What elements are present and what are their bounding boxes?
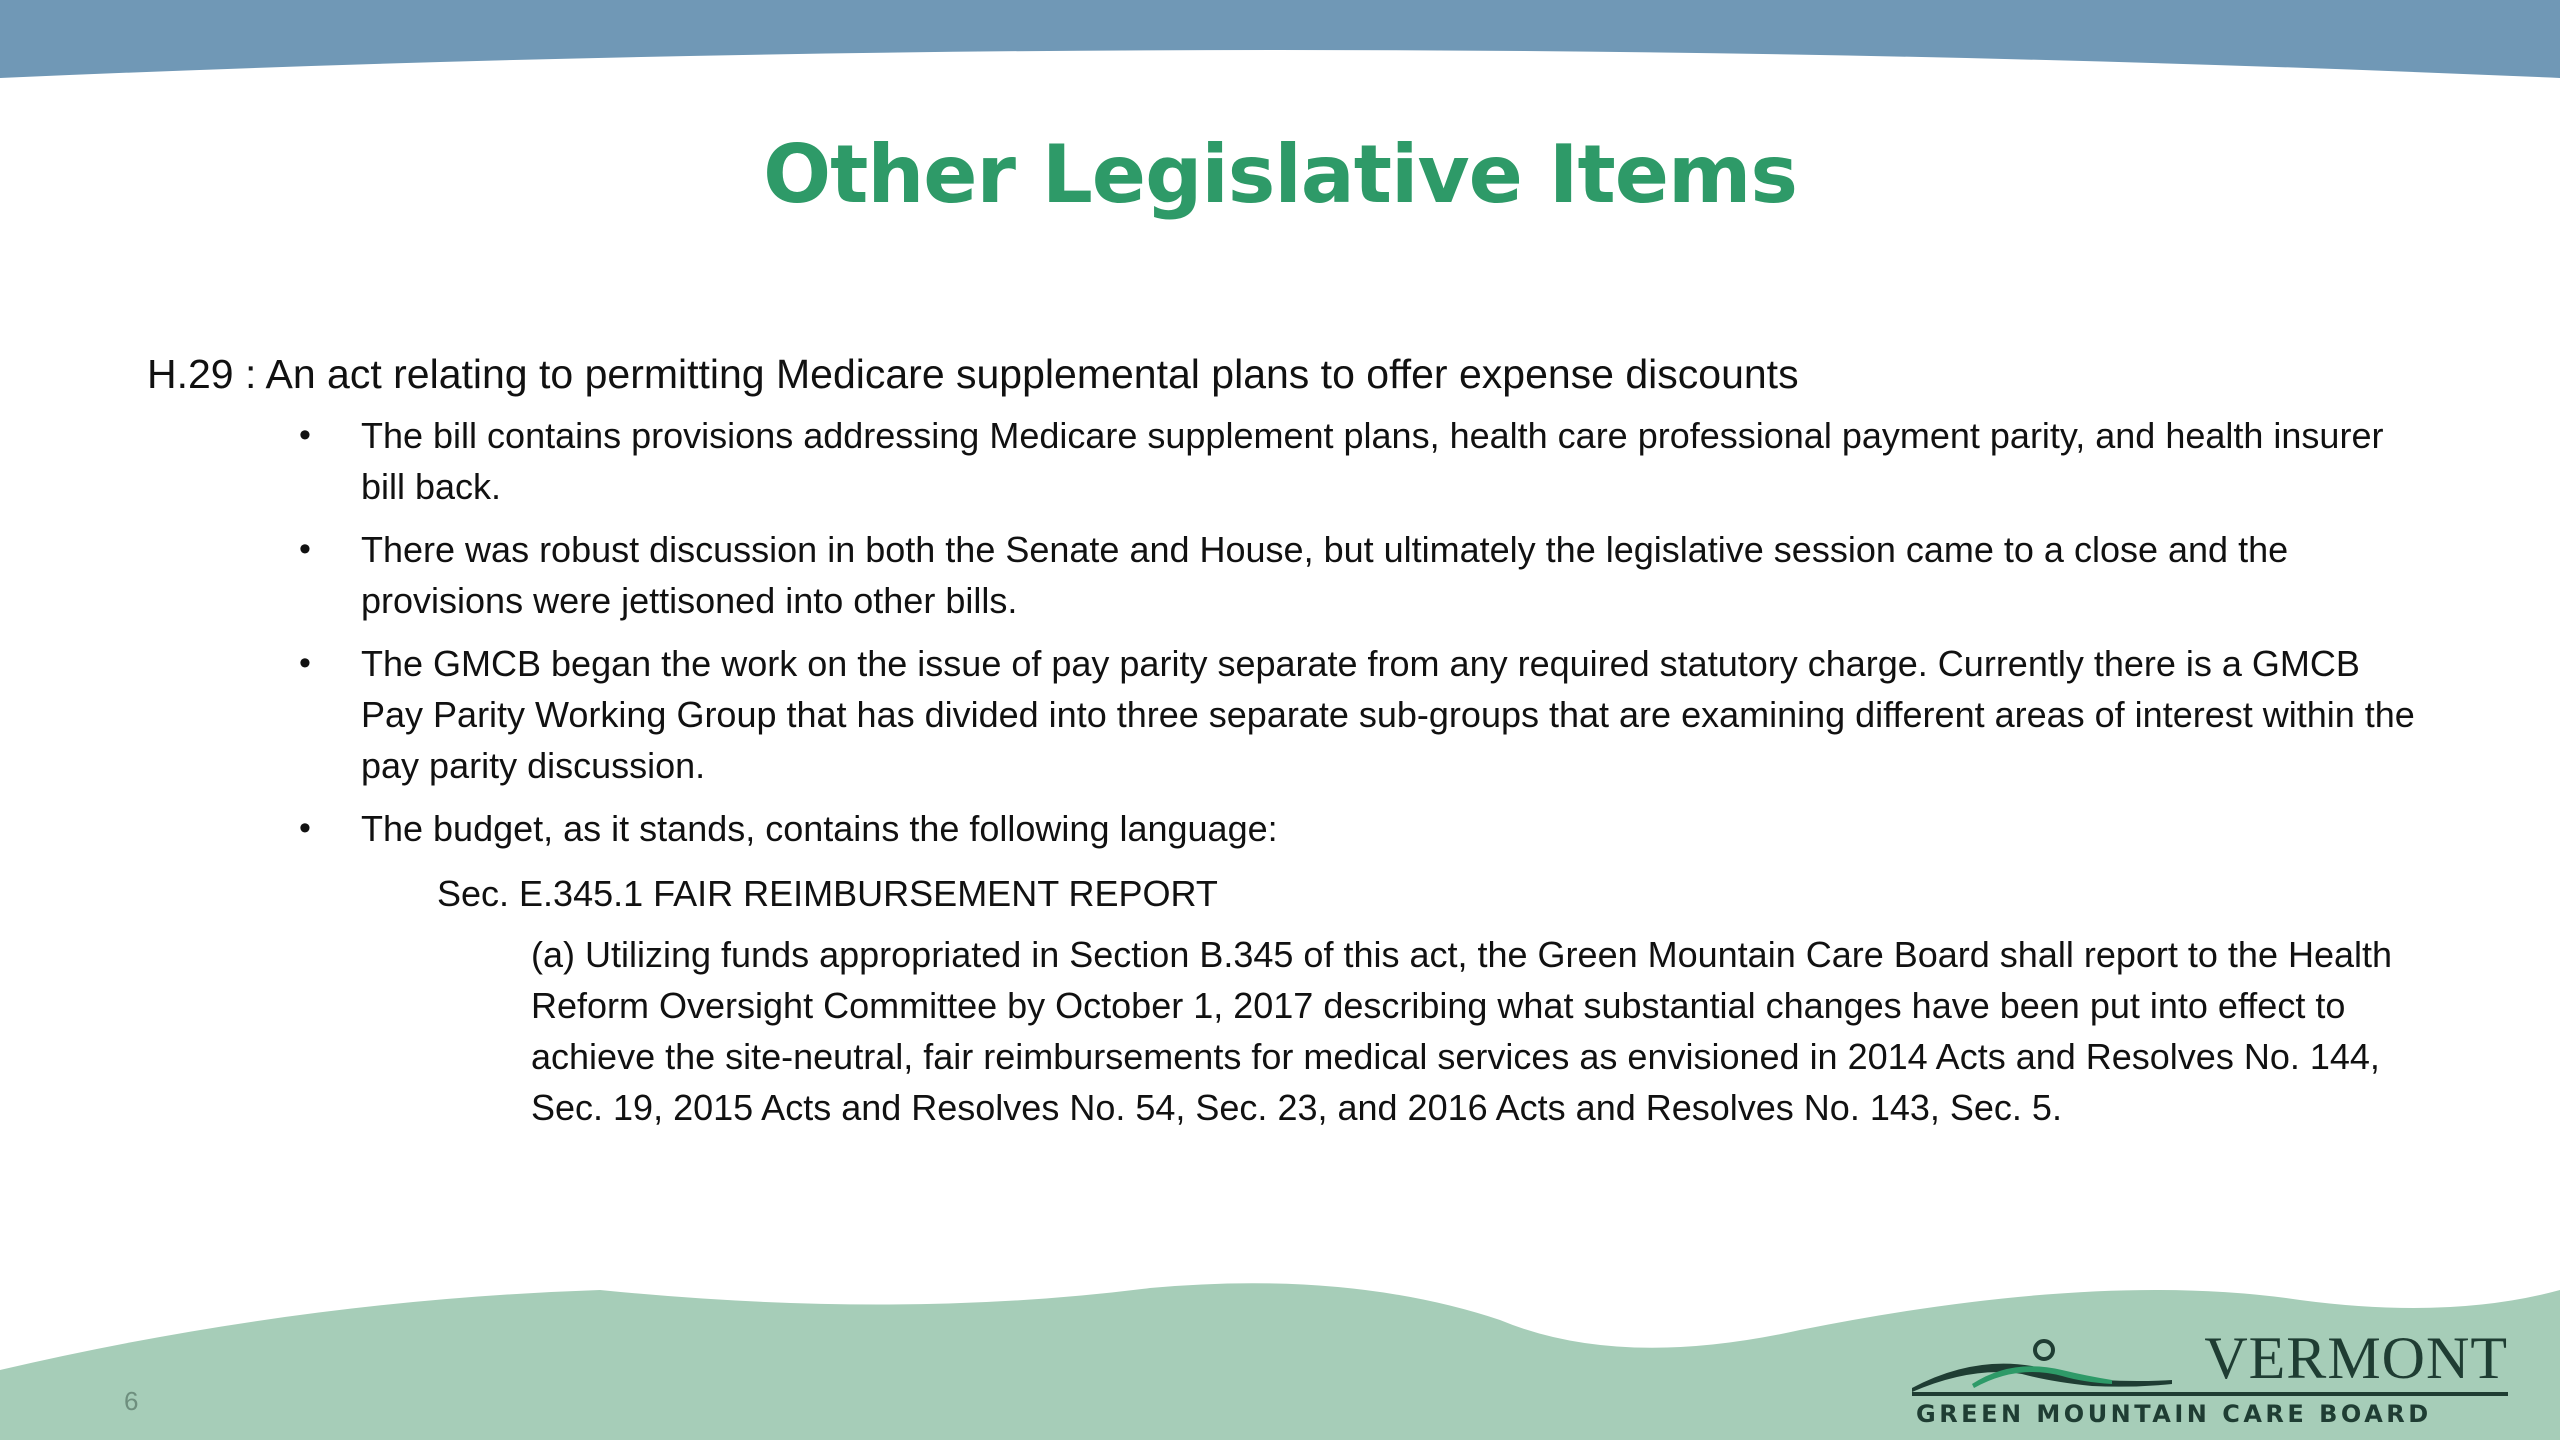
bullet-icon: •	[299, 416, 311, 454]
bullet-text: The bill contains provisions addressing Medicare supplement plans, health care professional payment parity, and health insurer bill back.	[361, 415, 2384, 507]
bullet-icon: •	[299, 809, 311, 847]
bullet-text: The budget, as it stands, contains the following language:	[361, 808, 1278, 849]
bullet-item	[299, 410, 2417, 512]
logo-divider	[1912, 1392, 2508, 1396]
bullet-item	[299, 524, 2417, 626]
bullet-list	[147, 410, 2417, 854]
logo-wordmark: VERMONT	[2204, 1325, 2508, 1391]
bill-heading: H.29 : An act relating to permitting Medicare supplemental plans to offer expense discounts	[147, 351, 1799, 397]
bullet-text: The GMCB began the work on the issue of pay parity separate from any required statutory charge. Currently there is a GMCB Pay Parity Working Group that has divided into three separate sub-groups that are examining different areas of interest within the pay parity discussion.	[361, 643, 2415, 786]
page-number: 6	[124, 1386, 139, 1416]
section-body: (a) Utilizing funds appropriated in Section B.345 of this act, the Green Mountain Care Board shall report to the Health Reform Oversight Committee by October 1, 2017 describing what substantial changes have been put into effect to achieve the site-neutral, fair reimbursements for medical services as envisioned in 2014 Acts and Resolves No. 144, Sec. 19, 2015 Acts and Resolves No. 54, Sec. 23, and 2016 Acts and Resolves No. 143, Sec. 5.	[531, 934, 2393, 1128]
vermont-gmcb-logo	[1912, 1326, 2512, 1426]
bullet-text: There was robust discussion in both the Senate and House, but ultimately the legislative session came to a close and the provisions were jettisoned into other bills.	[361, 529, 2289, 621]
bullet-icon: •	[299, 530, 311, 568]
section-heading: Sec. E.345.1 FAIR REIMBURSEMENT REPORT	[437, 873, 1218, 914]
bullet-item	[299, 638, 2417, 791]
top-banner	[0, 0, 2560, 90]
slide-title: Other Legislative Items	[763, 128, 1797, 221]
logo-subtitle: GREEN MOUNTAIN CARE BOARD	[1916, 1400, 2432, 1428]
bullet-icon: •	[299, 644, 311, 682]
slide-content	[147, 344, 2417, 1133]
bullet-item	[299, 803, 2417, 854]
mountain-sun-icon	[1912, 1336, 2172, 1392]
